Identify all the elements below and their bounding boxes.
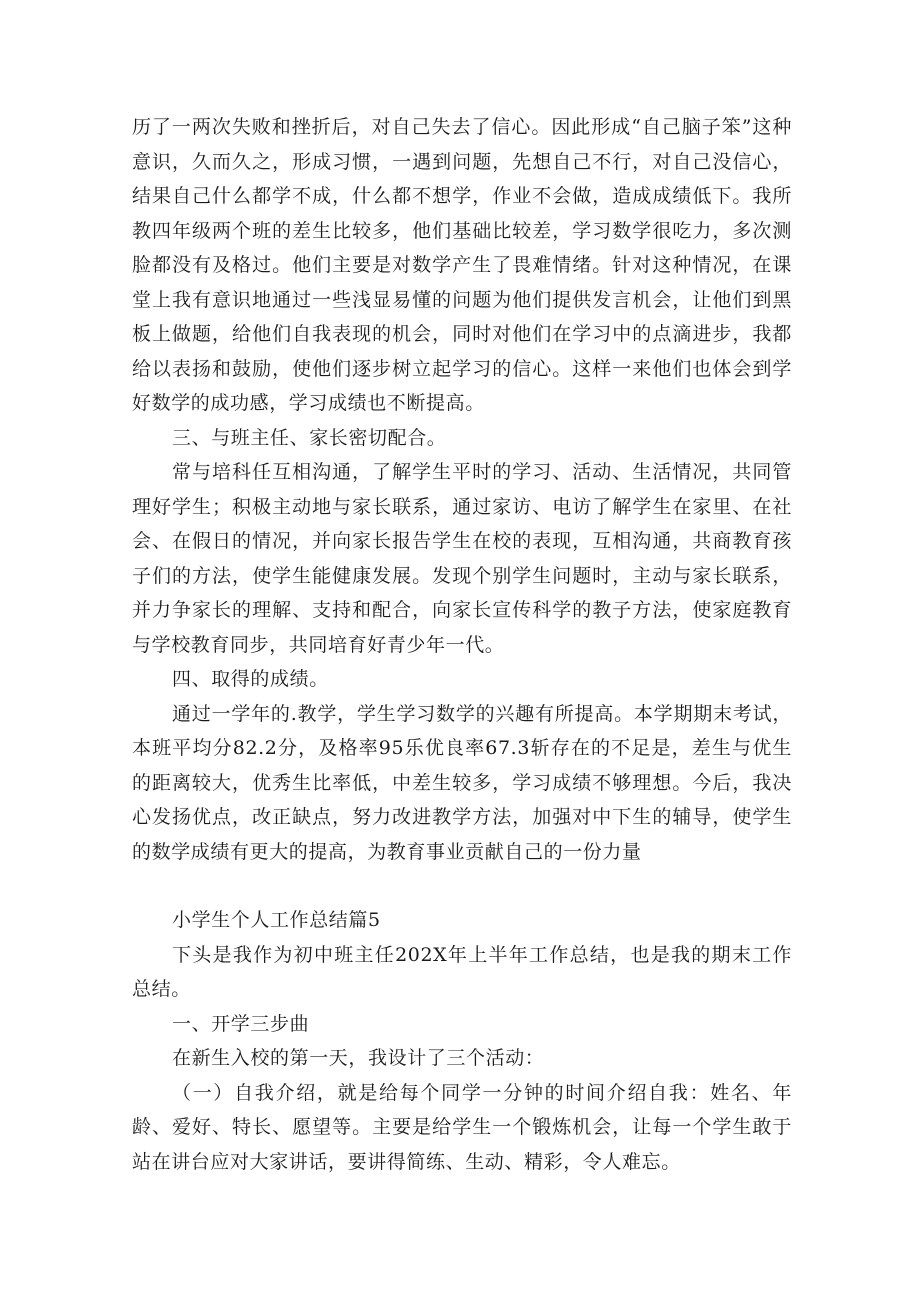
paragraph-self-intro: （一）自我介绍，就是给每个同学一分钟的时间介绍自我：姓名、年龄、爱好、特长、愿望等。主要是给学生一个锻炼机会，让每一个学生敢于站在讲台应对大家讲话，要讲得简练、生动、精彩，令人难忘。 (132, 1081, 792, 1173)
section-heading-3: 三、与班主任、家长密切配合。 (172, 426, 447, 449)
paragraph-first-day: 在新生入校的第一天，我设计了三个活动： (172, 1047, 545, 1069)
document-body (132, 110, 792, 1179)
section-heading-4: 四、取得的成绩。 (172, 668, 329, 690)
paragraph-continuation: 历了一两次失败和挫折后，对自己失去了信心。因此形成“自己脑子笨”这种意识，久而久之，形成习惯，一遇到问题，先想自己不行，对自己没信心，结果自己什么都学不成，什么都不想学，作业不会做，造成成绩低下。我所教四年级两个班的差生比较多，他们基础比较差，学习数学很吃力，多次测脸都没有及格过。他们主要是对数学产生了畏难情绪。针对这种情况，在课堂上我有意识地通过一些浅显易懂的问题为他们提供发言机会，让他们到黑板上做题，给他们自我表现的机会，同时对他们在学习中的点滴进步，我都给以表扬和鼓励，使他们逐步树立起学习的信心。这样一来他们也体会到学好数学的成功感，学习成绩也不断提高。 (132, 116, 792, 414)
article-title: 小学生个人工作总结篇5 (172, 909, 381, 931)
paragraph-results: 通过一学年的.教学，学生学习数学的兴趣有所提高。本学期期末考试，本班平均分82.2分，及格率95乐优良率67.3斩存在的不足是，差生与优生的距离较大，优秀生比率低，中差生较多，学习成绩不够理想。今后，我决心发扬优点，改正缺点，努力改进教学方法，加强对中下生的辅导，使学生的数学成绩有更大的提高，为教育事业贡献自己的一份力量 (132, 702, 792, 863)
paragraph-intro: 下头是我作为初中班主任202X年上半年工作总结，也是我的期末工作总结。 (132, 943, 792, 1000)
section-heading-1: 一、开学三步曲 (172, 1012, 310, 1035)
paragraph-cooperation: 常与培科任互相沟通，了解学生平时的学习、活动、生活情况，共同管理好学生；积极主动地与家长联系，通过家访、电访了解学生在家里、在社会、在假日的情况，并向家长报告学生在校的表现，互相沟通，共商教育孩子们的方法，使学生能健康发展。发现个别学生问题时，主动与家长联系，并力争家长的理解、支持和配合，向家长宣传科学的教子方法，使家庭教育与学校教育同步，共同培育好青少年一代。 (132, 461, 792, 656)
